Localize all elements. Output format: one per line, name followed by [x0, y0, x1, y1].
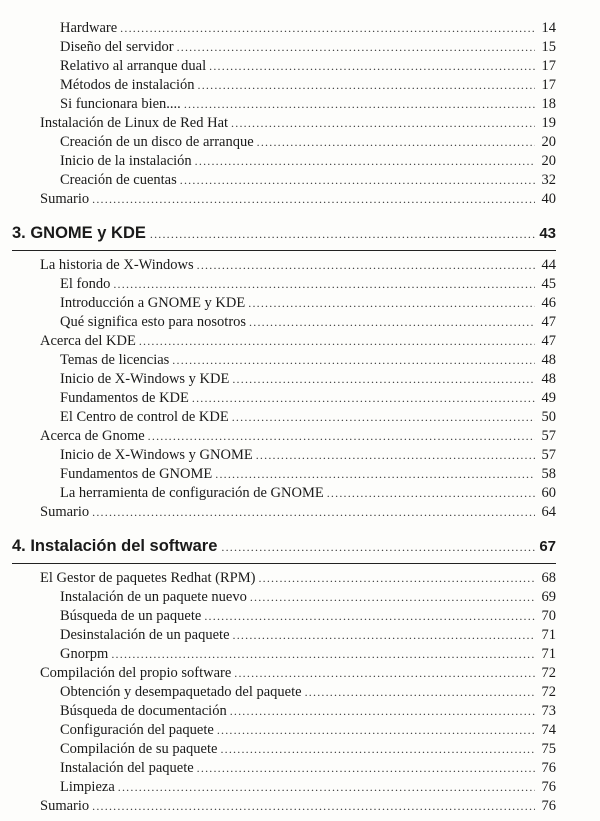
- toc-entry[interactable]: [60, 275, 556, 293]
- toc-entry[interactable]: [60, 645, 556, 663]
- leader-dots: [139, 332, 535, 350]
- toc-entry-label: La historia de X-Windows: [40, 257, 194, 273]
- toc-entry[interactable]: [60, 446, 556, 464]
- toc-entry-page: 47: [541, 333, 556, 349]
- toc-entry[interactable]: [40, 569, 556, 587]
- toc-entry-label: Gnorpm: [60, 646, 109, 662]
- toc-entry[interactable]: [60, 740, 556, 758]
- leader-dots: [209, 57, 535, 75]
- toc-entry-page: 48: [541, 352, 556, 368]
- leader-dots: [118, 778, 535, 796]
- leader-dots: [249, 313, 535, 331]
- toc-entry[interactable]: [60, 465, 556, 483]
- toc-entry-page: 60: [541, 485, 556, 501]
- leader-dots: [234, 664, 535, 682]
- chapter-title: 4. Instalación del software: [12, 537, 218, 555]
- toc-entry-label: Relativo al arranque dual: [60, 58, 207, 74]
- toc-entry-label: Inicio de X-Windows y KDE: [60, 371, 230, 387]
- toc-entry-page: 57: [541, 428, 556, 444]
- toc-entry-label: Compilación del propio software: [40, 665, 232, 681]
- leader-dots: [257, 133, 535, 151]
- toc-entry-page: 49: [541, 390, 556, 406]
- leader-dots: [184, 95, 535, 113]
- toc-entry[interactable]: [40, 190, 556, 208]
- leader-dots: [327, 484, 535, 502]
- leader-dots: [177, 38, 535, 56]
- toc-entry-label: Desinstalación de un paquete: [60, 627, 230, 643]
- toc-entry-label: El Centro de control de KDE: [60, 409, 229, 425]
- leader-dots: [150, 227, 535, 242]
- toc-entry-page: 48: [541, 371, 556, 387]
- toc-entry-page: 71: [541, 646, 556, 662]
- toc-entry-page: 76: [541, 798, 556, 814]
- toc-entry-page: 69: [541, 589, 556, 605]
- toc-entry[interactable]: [60, 683, 556, 701]
- toc-entry-page: 73: [541, 703, 556, 719]
- leader-dots: [172, 351, 535, 369]
- toc-entry-page: 72: [541, 684, 556, 700]
- toc-entry-page: 15: [541, 39, 556, 55]
- toc-entry-label: Acerca del KDE: [40, 333, 136, 349]
- toc-entry-page: 68: [541, 570, 556, 586]
- toc-entry-page: 14: [541, 20, 556, 36]
- chapter-heading[interactable]: [12, 224, 556, 251]
- leader-dots: [120, 19, 535, 37]
- toc-entry-page: 44: [541, 257, 556, 273]
- toc-entry[interactable]: [60, 389, 556, 407]
- toc-entry[interactable]: [60, 370, 556, 388]
- leader-dots: [220, 740, 535, 758]
- toc-entry-label: Instalación del paquete: [60, 760, 194, 776]
- toc-entry-label: Fundamentos de KDE: [60, 390, 189, 406]
- toc-entry-label: Obtención y desempaquetado del paquete: [60, 684, 302, 700]
- toc-entry[interactable]: [60, 76, 556, 94]
- toc-entry-page: 18: [541, 96, 556, 112]
- toc-entry-label: Inicio de X-Windows y GNOME: [60, 447, 253, 463]
- toc-entry-page: 17: [541, 58, 556, 74]
- toc-entry-label: Búsqueda de un paquete: [60, 608, 202, 624]
- leader-dots: [258, 569, 535, 587]
- leader-dots: [113, 275, 535, 293]
- leader-dots: [148, 427, 535, 445]
- toc-entry[interactable]: [60, 778, 556, 796]
- leader-dots: [217, 721, 535, 739]
- leader-dots: [92, 190, 535, 208]
- toc-entry[interactable]: [60, 588, 556, 606]
- toc-entry-label: Configuración del paquete: [60, 722, 214, 738]
- leader-dots: [197, 759, 535, 777]
- leader-dots: [232, 370, 535, 388]
- toc-entry-label: La herramienta de configuración de GNOME: [60, 485, 324, 501]
- toc-entry-page: 17: [541, 77, 556, 93]
- toc-entry-label: Sumario: [40, 504, 90, 520]
- toc-entry-label: El Gestor de paquetes Redhat (RPM): [40, 570, 256, 586]
- chapter-page: 43: [539, 225, 556, 242]
- toc-entry-label: Creación de un disco de arranque: [60, 134, 254, 150]
- toc-entry[interactable]: [60, 626, 556, 644]
- toc-entry-page: 76: [541, 779, 556, 795]
- toc-entry-page: 40: [541, 191, 556, 207]
- toc-entry-label: Temas de licencias: [60, 352, 170, 368]
- toc-entry-page: 57: [541, 447, 556, 463]
- toc-entry[interactable]: [60, 19, 556, 37]
- toc-entry-page: 50: [541, 409, 556, 425]
- toc-entry-label: El fondo: [60, 276, 111, 292]
- toc-entry-label: Instalación de un paquete nuevo: [60, 589, 247, 605]
- chapter-page: 67: [539, 538, 556, 555]
- leader-dots: [221, 540, 535, 555]
- toc-entry-label: Si funcionara bien....: [60, 96, 181, 112]
- toc-entry[interactable]: [60, 294, 556, 312]
- toc-entry-label: Acerca de Gnome: [40, 428, 145, 444]
- leader-dots: [250, 588, 535, 606]
- toc-entry-page: 64: [541, 504, 556, 520]
- toc-entry-label: Inicio de la instalación: [60, 153, 192, 169]
- leader-dots: [204, 607, 535, 625]
- toc-entry-label: Sumario: [40, 798, 90, 814]
- toc-entry-label: Introducción a GNOME y KDE: [60, 295, 246, 311]
- toc-entry[interactable]: [60, 721, 556, 739]
- toc-entry-label: Instalación de Linux de Red Hat: [40, 115, 229, 131]
- toc-entry[interactable]: [60, 133, 556, 151]
- toc-entry-label: Limpieza: [60, 779, 115, 795]
- toc-entry[interactable]: [60, 759, 556, 777]
- leader-dots: [92, 503, 535, 521]
- toc-entry[interactable]: [40, 427, 556, 445]
- toc-entry[interactable]: [60, 171, 556, 189]
- toc-entry[interactable]: [60, 152, 556, 170]
- leader-dots: [256, 446, 535, 464]
- toc-entry-page: 72: [541, 665, 556, 681]
- chapter-heading[interactable]: [12, 537, 556, 564]
- leader-dots: [232, 408, 535, 426]
- toc-entry-label: Fundamentos de GNOME: [60, 466, 213, 482]
- toc-entry-label: Hardware: [60, 20, 118, 36]
- toc-entry[interactable]: [60, 351, 556, 369]
- toc-entry-page: 20: [541, 153, 556, 169]
- toc-entry[interactable]: [40, 332, 556, 350]
- leader-dots: [192, 389, 535, 407]
- toc-entry-page: 46: [541, 295, 556, 311]
- leader-dots: [305, 683, 535, 701]
- toc-entry-page: 32: [541, 172, 556, 188]
- toc-entry-page: 47: [541, 314, 556, 330]
- leader-dots: [92, 797, 535, 815]
- toc-entry-page: 76: [541, 760, 556, 776]
- toc-entry[interactable]: [60, 408, 556, 426]
- toc-entry-label: Qué significa esto para nosotros: [60, 314, 247, 330]
- leader-dots: [111, 645, 535, 663]
- toc-entry-page: 74: [541, 722, 556, 738]
- chapter-title: 3. GNOME y KDE: [12, 224, 146, 242]
- toc-entry[interactable]: [60, 38, 556, 56]
- toc-entry-page: 19: [541, 115, 556, 131]
- toc-entry[interactable]: [40, 664, 556, 682]
- leader-dots: [231, 114, 535, 132]
- toc-entry-label: Búsqueda de documentación: [60, 703, 227, 719]
- toc-entry[interactable]: [40, 256, 556, 274]
- toc-entry-page: 70: [541, 608, 556, 624]
- toc-entry-label: Sumario: [40, 191, 90, 207]
- leader-dots: [198, 76, 535, 94]
- leader-dots: [215, 465, 535, 483]
- leader-dots: [180, 171, 535, 189]
- leader-dots: [233, 626, 535, 644]
- leader-dots: [195, 152, 535, 170]
- toc-entry-page: 45: [541, 276, 556, 292]
- toc-entry-label: Diseño del servidor: [60, 39, 174, 55]
- toc-entry-page: 75: [541, 741, 556, 757]
- toc-entry[interactable]: [40, 114, 556, 132]
- toc-entry[interactable]: [60, 607, 556, 625]
- toc-entry-label: Métodos de instalación: [60, 77, 195, 93]
- toc-entry[interactable]: [60, 95, 556, 113]
- toc-entry[interactable]: [60, 484, 556, 502]
- toc-entry[interactable]: [40, 797, 556, 815]
- toc-entry-label: Creación de cuentas: [60, 172, 177, 188]
- toc-entry-label: Compilación de su paquete: [60, 741, 218, 757]
- toc-entry-page: 20: [541, 134, 556, 150]
- toc-entry[interactable]: [60, 313, 556, 331]
- leader-dots: [197, 256, 535, 274]
- toc-entry-page: 71: [541, 627, 556, 643]
- toc-entry-page: 58: [541, 466, 556, 482]
- toc-entry[interactable]: [60, 702, 556, 720]
- toc-entry[interactable]: [60, 57, 556, 75]
- leader-dots: [248, 294, 535, 312]
- toc-entry[interactable]: [40, 503, 556, 521]
- leader-dots: [230, 702, 535, 720]
